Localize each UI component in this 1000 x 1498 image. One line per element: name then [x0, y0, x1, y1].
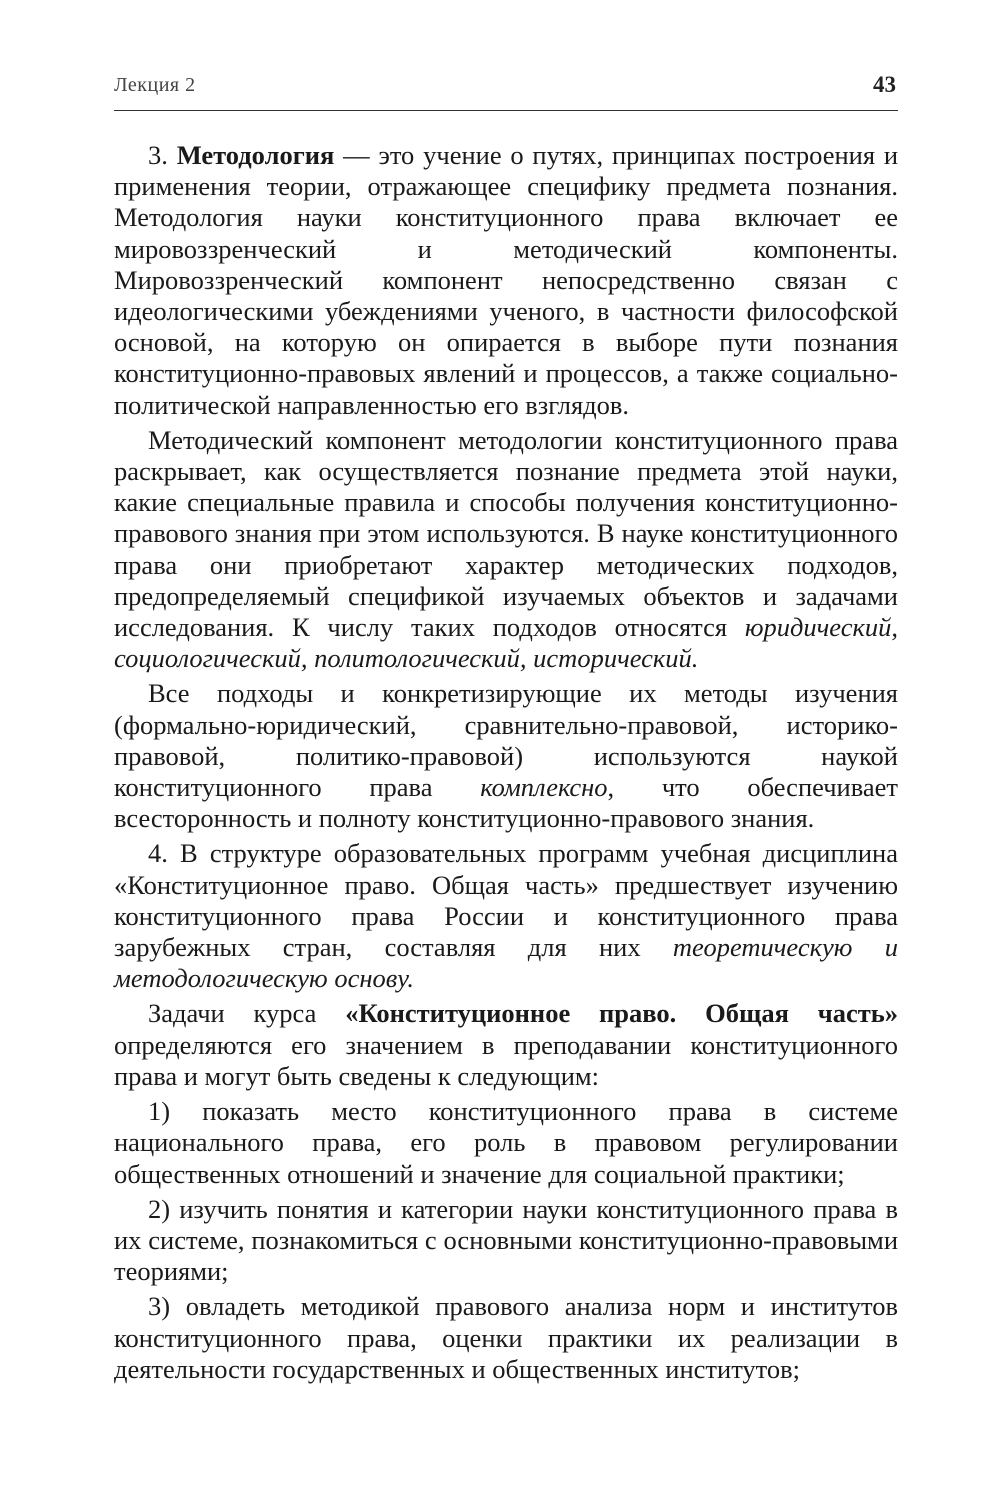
paragraph-segment: 4. В структуре образовательных программ учебная дисциплина «Конституционное право. Общая часть» предшествует изучению конституционного права России и конституционного права зарубежных стран, составляя для них: [114, 838, 898, 963]
paragraph-course-tasks: [114, 998, 898, 1092]
paragraph-segment: Методический компонент методологии конституционного права раскрывает, как осуществляется познание предмета этой науки, какие специальные правила и способы получения конституционно-правового знания при этом используются. В науке конституционного права они приобретают характер методических подходов, предопределяемый спецификой изучаемых объектов и задачами исследования. К числу таких подходов относятся: [114, 424, 898, 643]
term-methodology: Методология: [176, 140, 335, 170]
page-header: [114, 74, 898, 111]
paragraph-approaches: [114, 678, 898, 834]
paragraph-segment: — это учение о путях, принципах построения и применения теории, отражающее специфику предмета познания. Методология науки конституционного права включает ее мировоззренческий и методический компоненты. Мировоззренческий компонент непосредственно связан с идеологическими убеждениями ученого, в частности философской основой, на которую он опирается в выборе пути познания конституционно-правовых явлений и процессов, а также социально-политической направленностью его взглядов.: [114, 140, 899, 420]
emphasis-approaches: юридический, социологический, политологический, исторический.: [114, 612, 898, 674]
body-text: [114, 140, 898, 1389]
emphasis-foundation: теоретическую и методологическую основу.: [114, 932, 898, 994]
paragraph-segment: , что обеспечивает всесторонность и полноту конституционно-правового знания.: [114, 772, 898, 834]
emphasis-complex: комплексно: [480, 772, 608, 803]
paragraph-segment: 1) показать место конституционного права в системе национального права, его роль в правовом регулировании общественных отношений и значение для социальной практики;: [114, 1096, 898, 1189]
paragraph-methodical-component: [114, 425, 898, 675]
list-item-1: [114, 1096, 898, 1190]
page-number: 43: [873, 72, 896, 97]
paragraph-segment: 3) овладеть методикой правового анализа норм и институтов конституционного права, оценки практики их реализации в деятельности государственных и общественных институтов;: [114, 1291, 898, 1384]
list-item-3: [114, 1291, 898, 1385]
list-item-2: [114, 1194, 898, 1288]
paragraph-segment: 2) изучить понятия и категории науки конституционного права в их системе, познакомиться с основными конституционно-правовыми теориями;: [114, 1193, 898, 1287]
paragraph-segment: Задачи курса: [148, 998, 346, 1029]
paragraph-segment: 3.: [148, 140, 177, 170]
paragraph-methodology: [114, 140, 898, 421]
course-title: «Конституционное право. Общая часть»: [345, 998, 898, 1029]
running-title: Лекция 2: [114, 74, 196, 96]
paragraph-segment: Все подходы и конкретизирующие их методы изучения (формально-юридический, сравнительно-правовой, историко-правовой, политико-правовой) используются наукой конституционного права: [114, 678, 898, 803]
paragraph-curriculum: [114, 838, 898, 994]
paragraph-segment: определяются его значением в преподавании конституционного права и могут быть сведены к следующим:: [114, 1029, 898, 1091]
